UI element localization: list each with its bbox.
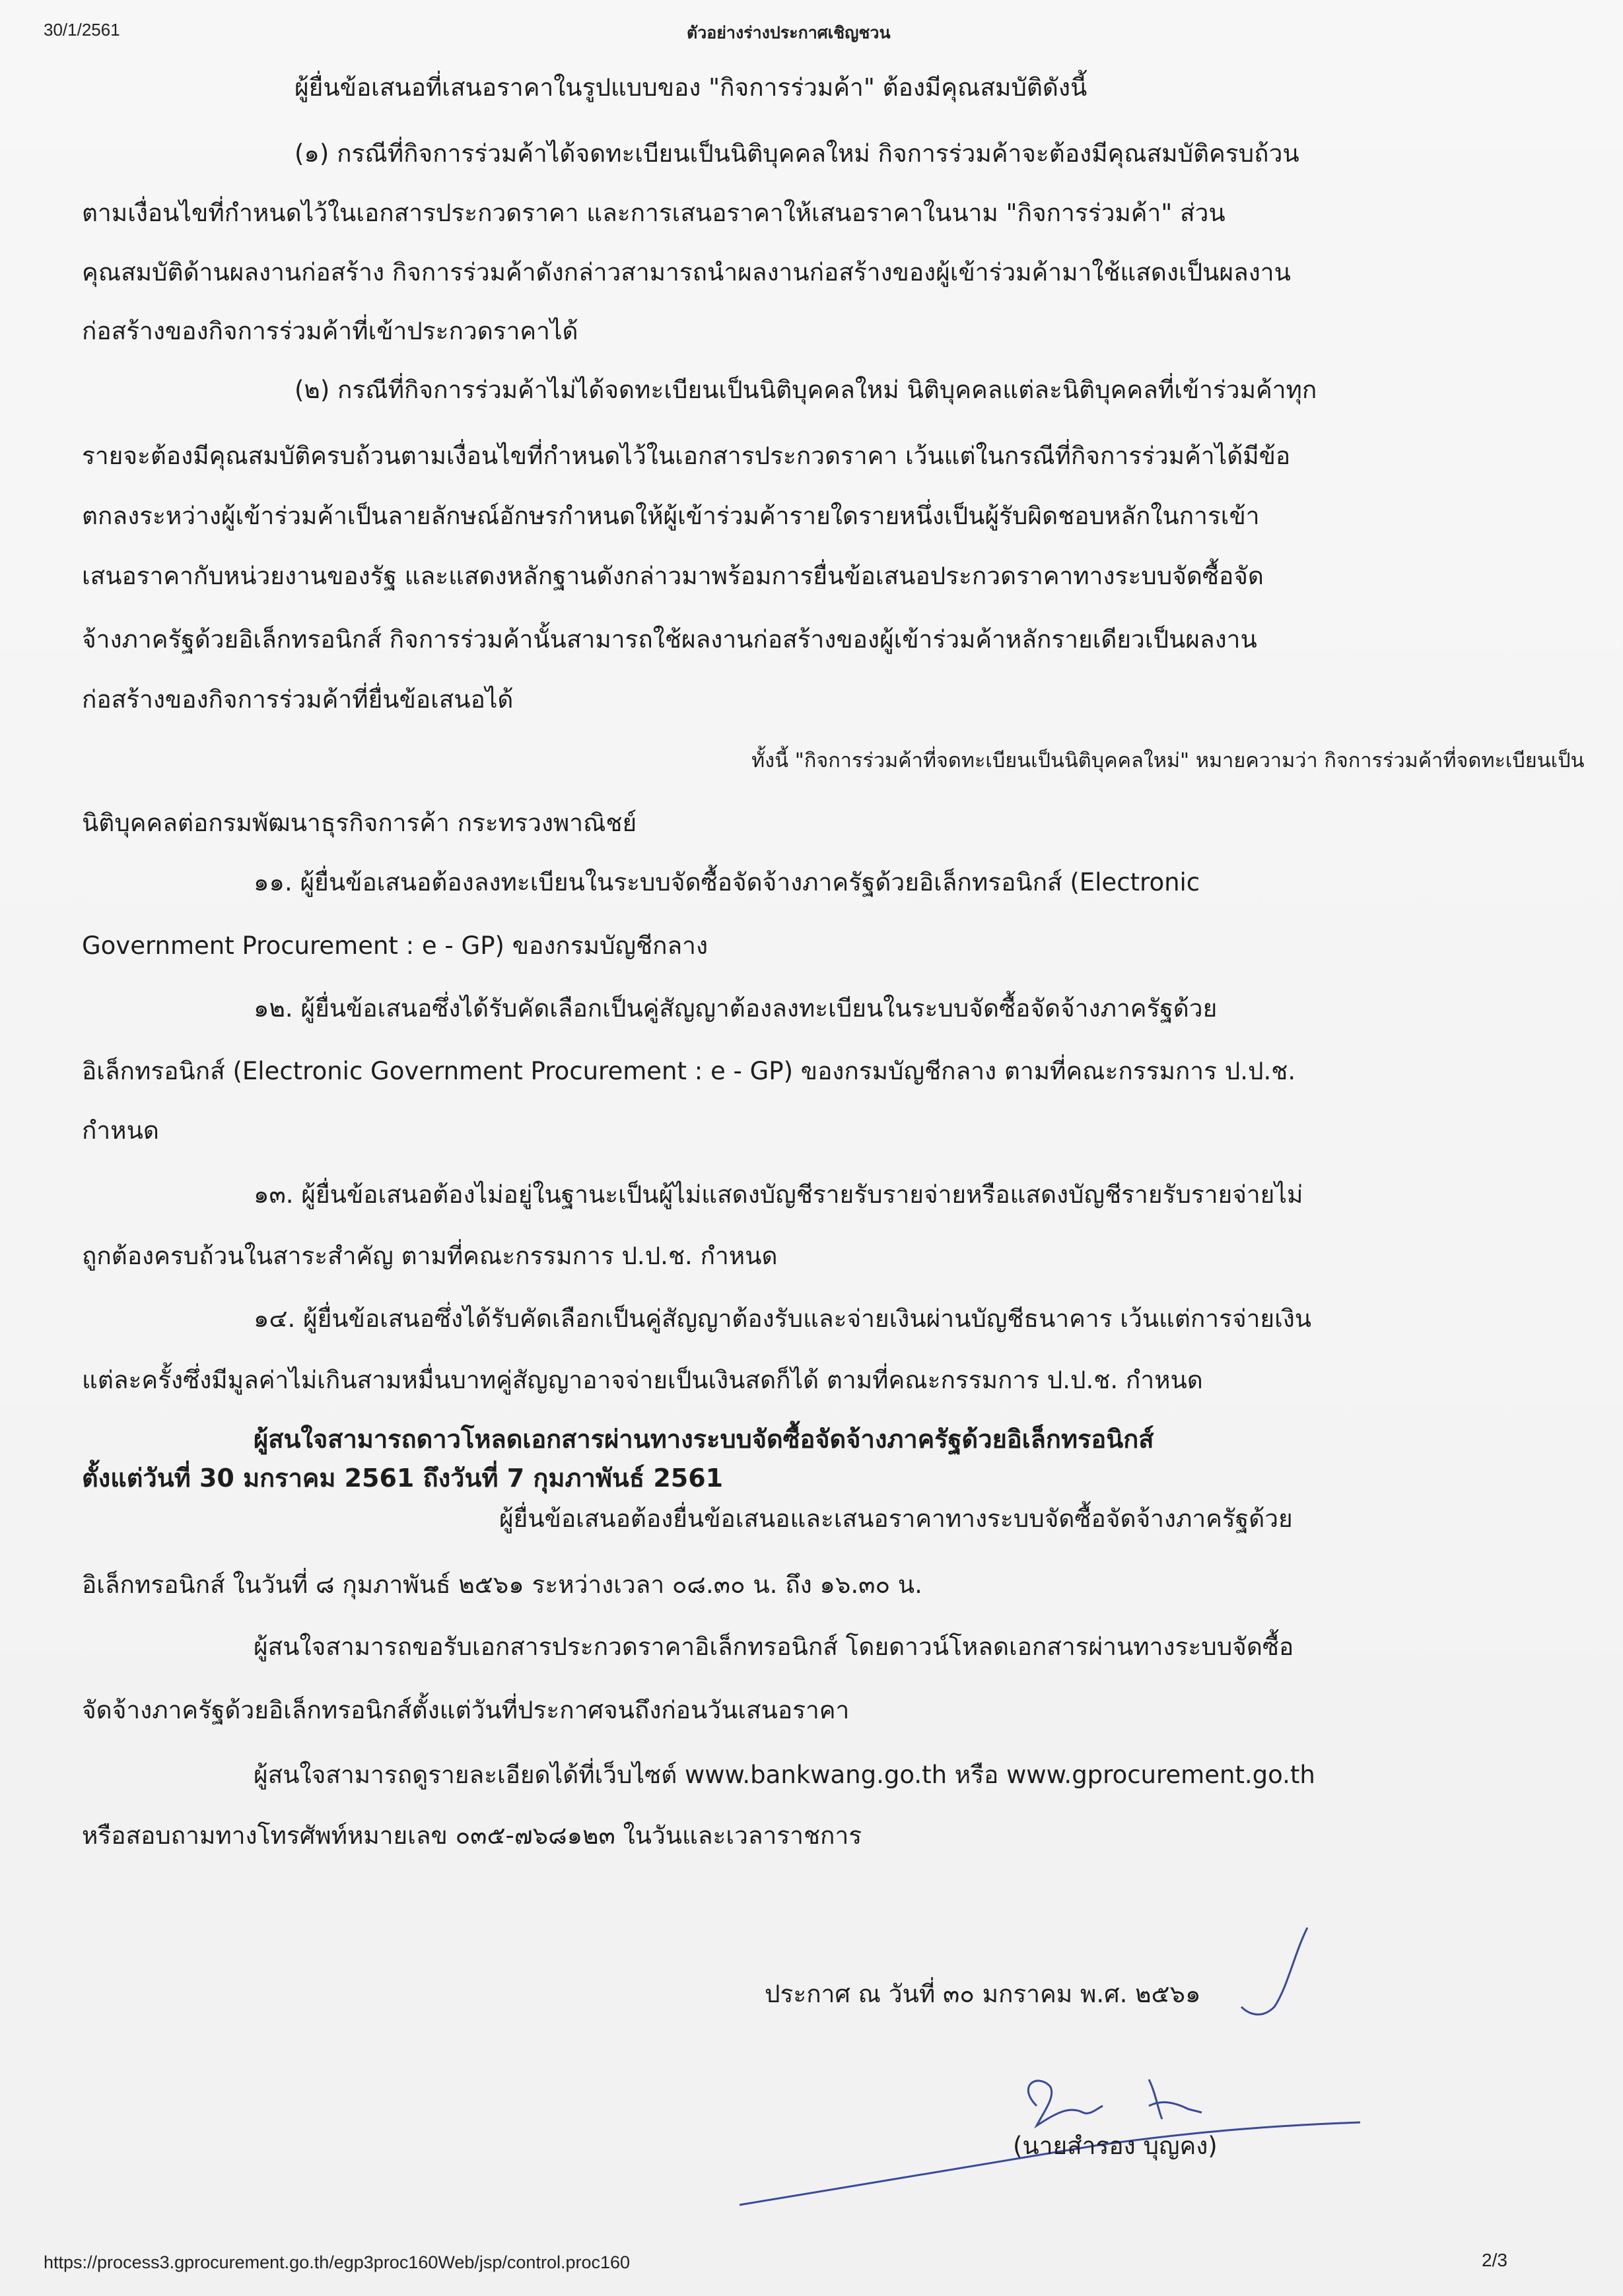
body-line-10: จ้างภาครัฐด้วยอิเล็กทรอนิกส์ กิจการร่วมค้านั้นสามารถใช้ผลงานก่อสร้างของผู้เข้าร่วมค้าหลักรายเดียวเป็นผลงาน: [82, 625, 1257, 654]
body-line-07: รายจะต้องมีคุณสมบัติครบถ้วนตามเงื่อนไขที่กำหนดไว้ในเอกสารประกวดราคา เว้นแต่ในกรณีที่กิจการร่วมค้าได้มีข้อ: [82, 442, 1291, 470]
body-line-06: (๒) กรณีที่กิจการร่วมค้าไม่ได้จดทะเบียนเป็นนิติบุคคลใหม่ นิติบุคคลแต่ละนิติบุคคลที่เข้าร่วมค้าทุก: [294, 376, 1317, 404]
body-line-08: ตกลงระหว่างผู้เข้าร่วมค้าเป็นลายลักษณ์อักษรกำหนดให้ผู้เข้าร่วมค้ารายใดรายหนึ่งเป็นผู้รับผิดชอบหลักในการเข้า: [82, 502, 1260, 530]
signer-name: (นายสำรอง บุญคง): [1013, 2132, 1218, 2160]
body-line-20: ถูกต้องครบถ้วนในสาระสำคัญ ตามที่คณะกรรมการ ป.ป.ช. กำหนด: [82, 1242, 778, 1270]
body-line-12: ทั้งนี้ "กิจการร่วมค้าที่จดทะเบียนเป็นนิติบุคคลใหม่" หมายความว่า กิจการร่วมค้าที่จดทะเบียนเป็น: [751, 749, 1585, 772]
body-line-05: ก่อสร้างของกิจการร่วมค้าที่เข้าประกวดราคาได้: [82, 317, 578, 345]
body-line-19: ๑๓. ผู้ยื่นข้อเสนอต้องไม่อยู่ในฐานะเป็นผู้ไม่แสดงบัญชีรายรับรายจ่ายหรือแสดงบัญชีรายรับรายจ่ายไม่: [254, 1180, 1303, 1209]
signature-mark: [726, 1914, 1387, 2231]
body-line-11: ก่อสร้างของกิจการร่วมค้าที่ยื่นข้อเสนอได้: [82, 685, 514, 714]
body-line-29: ผู้สนใจสามารถดูรายละเอียดได้ที่เว็บไซต์ www.bankwang.go.th หรือ www.gprocurement.go.th: [254, 1761, 1315, 1789]
body-line-27: ผู้สนใจสามารถขอรับเอกสารประกวดราคาอิเล็กทรอนิกส์ โดยดาวน์โหลดเอกสารผ่านทางระบบจัดซื้อ: [254, 1633, 1294, 1661]
body-line-24: ตั้งแต่วันที่ 30 มกราคม 2561 ถึงวันที่ 7 กุมภาพันธ์ 2561: [82, 1464, 724, 1493]
print-date: 30/1/2561: [44, 20, 120, 40]
body-line-16: ๑๒. ผู้ยื่นข้อเสนอซึ่งได้รับคัดเลือกเป็นคู่สัญญาต้องลงทะเบียนในระบบจัดซื้อจัดจ้างภาครัฐด้วย: [254, 994, 1218, 1023]
body-line-22: แต่ละครั้งซึ่งมีมูลค่าไม่เกินสามหมื่นบาทคู่สัญญาอาจจ่ายเป็นเงินสดก็ได้ ตามที่คณะกรรมการ ป.ป.ช. กำหนด: [82, 1366, 1203, 1394]
body-line-18: กำหนด: [82, 1116, 159, 1145]
body-line-28: จัดจ้างภาครัฐด้วยอิเล็กทรอนิกส์ตั้งแต่วันที่ประกาศจนถึงก่อนวันเสนอราคา: [82, 1696, 850, 1724]
body-line-30: หรือสอบถามทางโทรศัพท์หมายเลข ๐๓๕-๗๖๘๑๒๓ ในวันและเวลาราชการ: [82, 1821, 862, 1850]
body-line-02: (๑) กรณีที่กิจการร่วมค้าได้จดทะเบียนเป็นนิติบุคคลใหม่ กิจการร่วมค้าจะต้องมีคุณสมบัติครบถ้วน: [294, 139, 1299, 168]
announce-date: ประกาศ ณ วันที่ ๓๐ มกราคม พ.ศ. ๒๕๖๑: [765, 1980, 1201, 2008]
body-line-17: อิเล็กทรอนิกส์ (Electronic Government Procurement : e - GP) ของกรมบัญชีกลาง ตามที่คณะกรรมการ ป.ป.ช.: [82, 1057, 1296, 1085]
body-line-14: ๑๑. ผู้ยื่นข้อเสนอต้องลงทะเบียนในระบบจัดซื้อจัดจ้างภาครัฐด้วยอิเล็กทรอนิกส์ (Electronic: [254, 868, 1200, 896]
body-line-04: คุณสมบัติด้านผลงานก่อสร้าง กิจการร่วมค้าดังกล่าวสามารถนำผลงานก่อสร้างของผู้เข้าร่วมค้ามาใช้แสดงเป็นผลงาน: [82, 258, 1291, 287]
body-line-15: Government Procurement : e - GP) ของกรมบัญชีกลาง: [82, 931, 708, 960]
body-line-21: ๑๔. ผู้ยื่นข้อเสนอซึ่งได้รับคัดเลือกเป็นคู่สัญญาต้องรับและจ่ายเงินผ่านบัญชีธนาคาร เว้นแต่การจ่ายเงิน: [254, 1304, 1312, 1333]
print-url: https://process3.gprocurement.go.th/egp3proc160Web/jsp/control.proc160: [44, 2252, 631, 2272]
body-line-23: ผู้สนใจสามารถดาวโหลดเอกสารผ่านทางระบบจัดซื้อจัดจ้างภาครัฐด้วยอิเล็กทรอนิกส์: [254, 1425, 1154, 1454]
print-page-title: ตัวอย่างร่างประกาศเชิญชวน: [687, 24, 891, 42]
body-line-26: อิเล็กทรอนิกส์ ในวันที่ ๘ กุมภาพันธ์ ๒๕๖๑ ระหว่างเวลา ๐๘.๓๐ น. ถึง ๑๖.๓๐ น.: [82, 1570, 922, 1599]
print-page-number: 2/3: [1482, 2250, 1507, 2270]
body-line-13: นิติบุคคลต่อกรมพัฒนาธุรกิจการค้า กระทรวงพาณิชย์: [82, 809, 637, 837]
body-line-03: ตามเงื่อนไขที่กำหนดไว้ในเอกสารประกวดราคา และการเสนอราคาให้เสนอราคาในนาม "กิจการร่วมค้า" ส่วน: [82, 199, 1226, 227]
body-line-09: เสนอราคากับหน่วยงานของรัฐ และแสดงหลักฐานดังกล่าวมาพร้อมการยื่นข้อเสนอประกวดราคาทางระบบจัดซื้อจัด: [82, 562, 1264, 590]
body-line-25: ผู้ยื่นข้อเสนอต้องยื่นข้อเสนอและเสนอราคาทางระบบจัดซื้อจัดจ้างภาครัฐด้วย: [499, 1504, 1293, 1533]
body-line-01: ผู้ยื่นข้อเสนอที่เสนอราคาในรูปแบบของ "กิจการร่วมค้า" ต้องมีคุณสมบัติดังนี้: [294, 73, 1088, 102]
